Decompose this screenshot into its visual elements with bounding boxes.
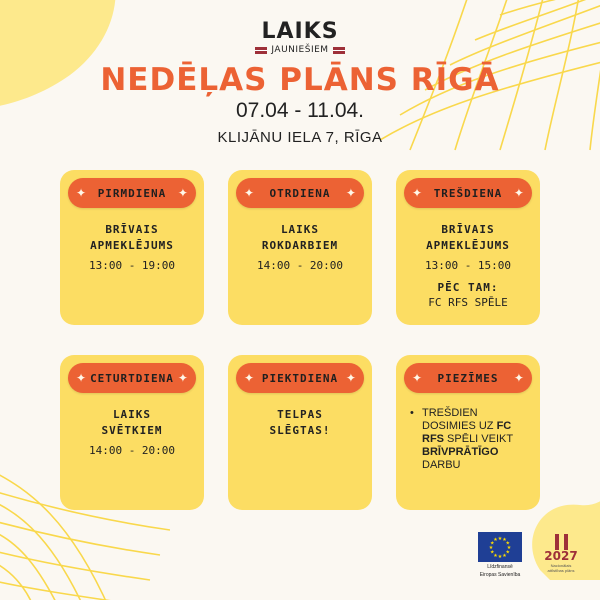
nap-caption-line-1: Nacionālais xyxy=(550,563,572,568)
time-range: 13:00 - 15:00 xyxy=(424,259,512,272)
sparkle-icon: ✦ xyxy=(76,186,87,200)
time-range: 14:00 - 20:00 xyxy=(88,444,176,457)
nap-caption-line-2: attīstības plāns xyxy=(547,568,575,573)
nap-year: 2027 xyxy=(544,549,578,563)
day-name: OTRDIENA xyxy=(269,186,331,200)
day-card-monday xyxy=(60,170,204,325)
national-development-plan-logo xyxy=(536,534,586,573)
day-card-thursday xyxy=(60,355,204,510)
day-header-wednesday xyxy=(404,178,532,208)
svg-text:★: ★ xyxy=(505,549,511,556)
svg-text:★: ★ xyxy=(502,537,507,544)
sparkle-icon: ✦ xyxy=(177,371,188,385)
activity-line-1: LAIKS xyxy=(112,408,152,421)
svg-text:★: ★ xyxy=(502,552,507,559)
activity-line-2: SVĒTKIEM xyxy=(101,424,163,437)
svg-text:★: ★ xyxy=(488,545,494,551)
svg-text:★: ★ xyxy=(489,549,495,556)
activity-line-1: TELPAS xyxy=(277,408,323,421)
svg-text:★: ★ xyxy=(505,540,511,547)
day-card-wednesday xyxy=(396,170,540,325)
note-text-part: SPĒLI VEIKT xyxy=(444,433,513,445)
svg-text:★: ★ xyxy=(493,552,498,559)
eu-cofunded-logo xyxy=(476,532,524,578)
note-text-bold: BRĪVPRĀTĪGO xyxy=(422,446,499,458)
note-text-part: TREŠDIEN DOSIMIES UZ xyxy=(422,407,497,432)
activity-line-1: BRĪVAIS xyxy=(441,223,495,236)
day-header-friday xyxy=(236,363,364,393)
day-card-friday xyxy=(228,355,372,510)
sparkle-icon: ✦ xyxy=(412,371,423,385)
day-card-tuesday xyxy=(228,170,372,325)
day-header-thursday xyxy=(68,363,196,393)
activity-line-2: SLĒGTAS! xyxy=(269,424,331,437)
eu-caption-line-2: Eiropas Savienība xyxy=(479,572,521,578)
after-label: PĒC TAM: xyxy=(437,281,499,294)
page-title: NEDĒĻAS PLĀNS RĪGĀ xyxy=(100,62,500,98)
notes-list-item xyxy=(410,407,532,472)
day-header-monday xyxy=(68,178,196,208)
date-range: 07.04 - 11.04. xyxy=(235,99,365,122)
note-text xyxy=(410,407,532,472)
activity-line-2: APMEKLĒJUMS xyxy=(90,239,174,252)
day-name: PIEKTDIENA xyxy=(261,371,339,385)
latvia-flag-icon xyxy=(255,47,267,54)
logo-sub-text: JAUNIEŠIEM xyxy=(271,45,329,55)
notes-card xyxy=(396,355,540,510)
svg-text:★: ★ xyxy=(497,554,503,560)
address: KLIJĀNU IELA 7, RĪGA xyxy=(217,129,383,146)
day-name: PIRMDIENA xyxy=(97,186,167,200)
svg-text:★: ★ xyxy=(493,537,498,544)
sparkle-icon: ✦ xyxy=(177,186,188,200)
eu-stars-icon xyxy=(478,532,522,562)
svg-text:★: ★ xyxy=(489,540,495,547)
logo-main-text: LAIKS xyxy=(261,19,339,44)
day-name: TREŠDIENA xyxy=(433,186,503,200)
laiks-logo xyxy=(0,20,600,55)
sparkle-icon: ✦ xyxy=(513,371,524,385)
activity-line-2: APMEKLĒJUMS xyxy=(426,239,510,252)
day-header-tuesday xyxy=(236,178,364,208)
bullet-icon: • xyxy=(410,407,414,419)
sparkle-icon: ✦ xyxy=(412,186,423,200)
sparkle-icon: ✦ xyxy=(76,371,87,385)
note-text-part: DARBU xyxy=(422,459,461,471)
sparkle-icon: ✦ xyxy=(345,371,356,385)
sparkle-icon: ✦ xyxy=(345,186,356,200)
activity-line-2: ROKDARBIEM xyxy=(261,239,339,252)
activity-line-1: LAIKS xyxy=(280,223,320,236)
time-range: 14:00 - 20:00 xyxy=(256,259,344,272)
sparkle-icon: ✦ xyxy=(244,371,255,385)
time-range: 13:00 - 19:00 xyxy=(88,259,176,272)
note-text-bold: FC RFS xyxy=(422,420,512,445)
notes-title: PIEZĪMES xyxy=(437,371,499,385)
day-name: CETURTDIENA xyxy=(90,371,174,385)
activity-line-1: BRĪVAIS xyxy=(105,223,159,236)
latvia-flag-icon xyxy=(333,47,345,54)
sparkle-icon: ✦ xyxy=(244,186,255,200)
after-text: FC RFS SPĒLE xyxy=(428,296,508,309)
eu-flag-icon xyxy=(478,532,522,562)
notes-header xyxy=(404,363,532,393)
svg-text:★: ★ xyxy=(506,545,512,551)
eu-caption-line-1: Līdzfinansē xyxy=(487,564,513,570)
nap-bars-icon xyxy=(536,534,586,550)
sparkle-icon: ✦ xyxy=(513,186,524,200)
logo-sub-row xyxy=(0,45,600,55)
svg-text:★: ★ xyxy=(497,536,503,542)
